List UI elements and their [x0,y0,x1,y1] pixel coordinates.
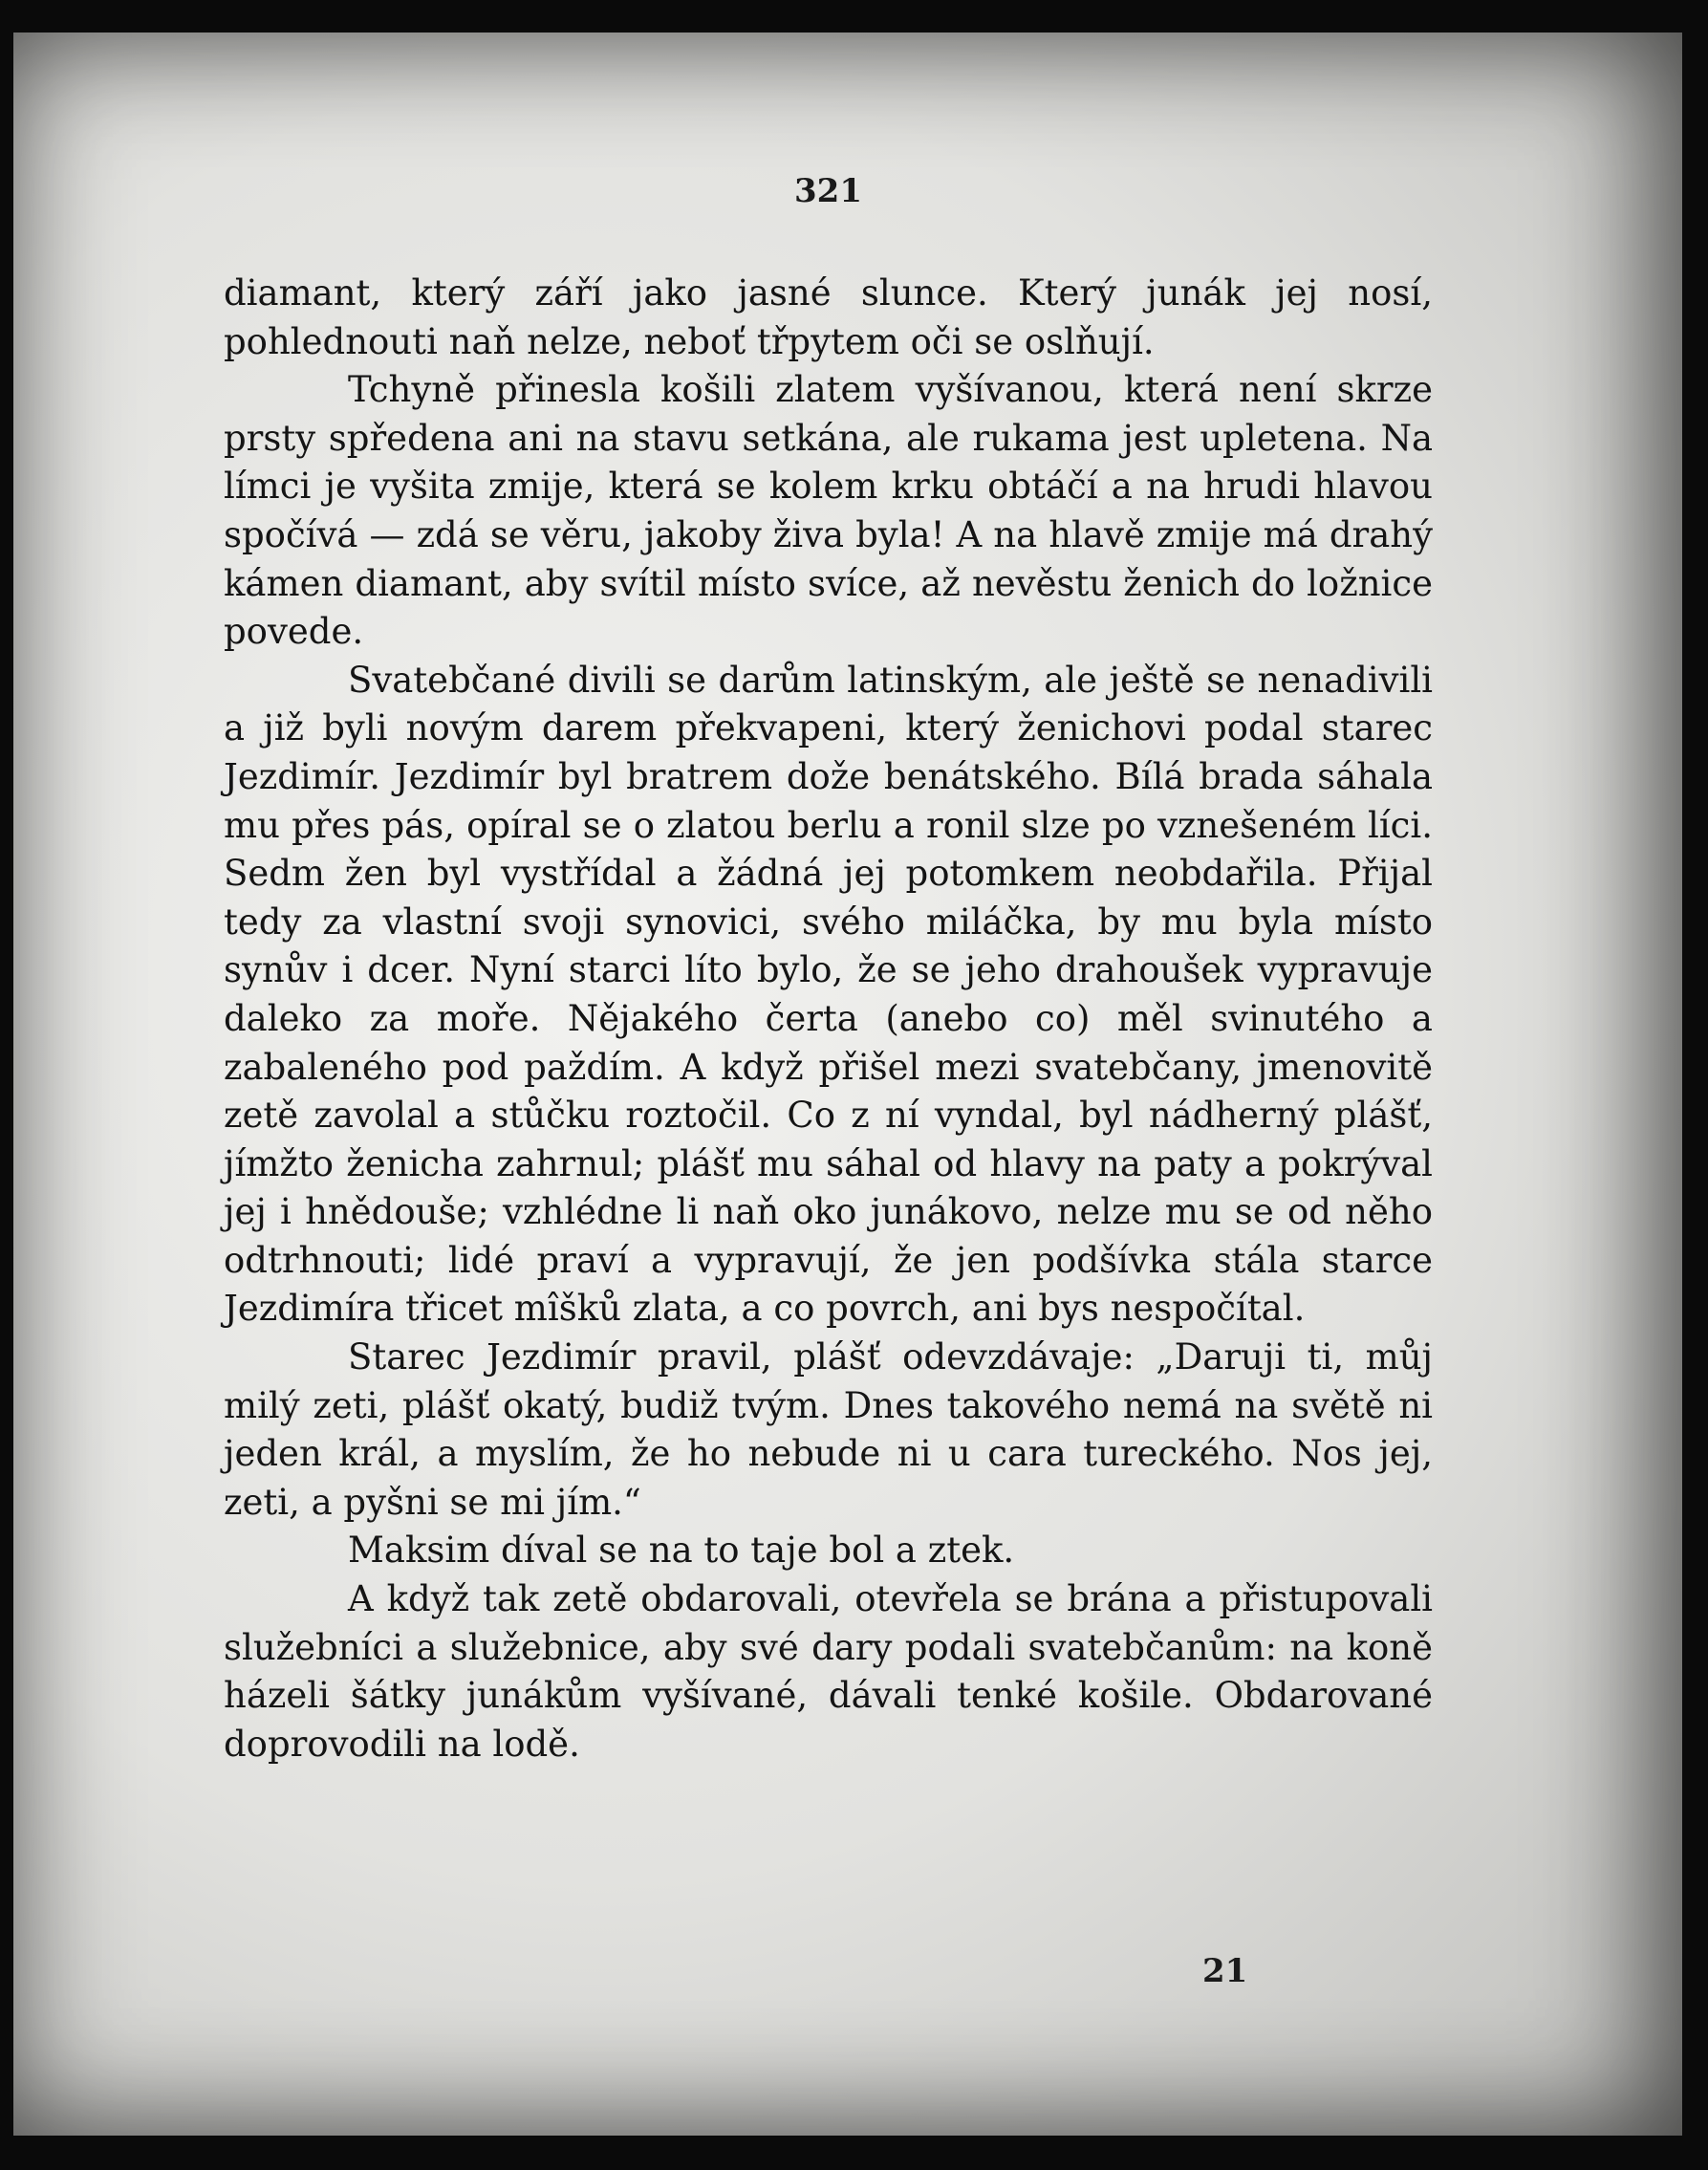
paragraph-4: Starec Jezdimír pravil, plášť odevzdávaje: „Daruji ti, můj milý zeti, plášť okatý, budiž tvým. Dnes takového nemá na světě ni jeden král, a myslím, že ho nebude ni u cara tureckého. Nos jej, zeti, a pyšni se mi jím.“ [224,1336,1433,1523]
paragraph-6: A když tak zetě obdarovali, otevřela se brána a přistupovali služebníci a služebnice, aby své dary podali svatebčanům: na koně házeli šátky junákům vyšívané, dávali tenké košile. Obdarované doprovodili na lodě. [224,1578,1433,1765]
signature-mark: 21 [1202,1952,1248,1990]
paragraph-1: diamant, který září jako jasné slunce. Který junák jej nosí, pohlednouti naň nelze, neboť třpytem oči se oslňují. [224,272,1433,362]
paragraph-5: Maksim díval se na to taje bol a ztek. [348,1530,1015,1572]
page-number: 321 [794,172,862,210]
book-page [13,33,1682,2136]
paragraph-3: Svatebčané divili se darům latinským, ale ještě se nenadivili a již byli novým darem překvapeni, který ženichovi podal starec Jezdimír. Jezdimír byl bratrem dože benátského. Bílá brada sáhala mu přes pás, opíral se o zlatou berlu a ronil slze po vznešeném líci. Sedm žen byl vystřídal a žádná jej potomkem neobdařila. Přijal tedy za vlastní svoji synovici, svého miláčka, by mu byla místo synův i dcer. Nyní starci líto bylo, že se jeho drahoušek vypravuje daleko za moře. Nějakého čerta (anebo co) měl svinutého a zabaleného pod paždím. A když přišel mezi svatebčany, jmenovitě zetě zavolal a stůčku roztočil. Co z ní vyndal, byl nádherný plášť, jímžto ženicha zahrnul; plášť mu sáhal od hlavy na paty a pokrýval jej i hnědouše; vzhlédne li naň oko junákovo, nelze mu se od něho odtrhnouti; lidé praví a vypravují, že jen podšívka stála starce Jezdimíra třicet mîšků zlata, a co povrch, ani bys nespočítal. [224,659,1433,1330]
body-text [224,270,1433,1769]
paragraph-2: Tchyně přinesla košili zlatem vyšívanou, která není skrze prsty spředena ani na stavu setkána, ale rukama jest upletena. Na límci je vyšita zmije, která se kolem krku obtáčí a na hrudi hlavou spočívá — zdá se věru, jakoby živa byla! A na hlavě zmije má drahý kámen diamant, aby svítil místo svíce, až nevěstu ženich do ložnice povede. [224,369,1433,653]
